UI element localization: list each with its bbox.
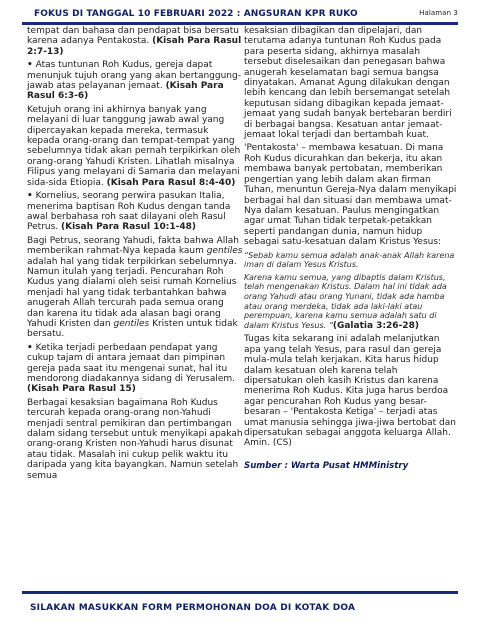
footer-notice: SILAKAN MASUKKAN FORM PERMOHONAN DOA DI KOTAK DOA xyxy=(30,603,356,613)
bullet-paragraph: • Ketika terjadi perbedaan pendapat yang cukup tajam di antara jemaat dan pimpinan gereja pada saat itu mengenai sunat, hal itu mendorong diadakannya sidang di Yerusalem. (Kisah Para Rasul 15) xyxy=(27,342,236,395)
source-credit: Sumber : Warta Pusat HMMinistry xyxy=(244,460,409,471)
scripture-reference: (Kisah Para Rasul 6:3-6) xyxy=(27,81,224,102)
bullet-icon: • xyxy=(27,60,33,71)
right-column xyxy=(244,26,458,471)
paragraph: kesaksian dibagikan dan dipelajari, dan terutama adanya tuntunan Roh Kudus pada para peserta sidang, akhirnya masalah tersebut diselesaikan dan penegasan bahwa anugerah keselamatan bagi semua bangsa dinyatakan. Amanat Agung dilakukan dengan lebih kencang dan lebih bersemangat setelah keputusan sidang dibagikan kepada jemaat-jemaat yang sudah banyak bertebaran berdiri di berbagai bangsa. Kesatuan antar jemaat-jemaat lokal terjadi dan bertambah kuat. xyxy=(244,26,452,141)
header-rule xyxy=(22,22,458,25)
page-number: Halaman 3 xyxy=(419,9,458,17)
bullet-paragraph: • Kornelius, seorang perwira pasukan Italia, menerima baptisan Roh Kudus dengan tanda awal berbahasa roh saat dilayani oleh Rasul Petrus. (Kisah Para Rasul 10:1-48) xyxy=(27,191,231,233)
scripture-reference: (Kisah Para Rasul 8:4-40) xyxy=(106,177,236,188)
scripture-reference: (Galatia 3:26-28) xyxy=(332,320,419,331)
left-column xyxy=(27,26,243,484)
paragraph: 'Pentakosta' – membawa kesatuan. Di mana Roh Kudus dicurahkan dan bekerja, itu akan membawa banyak pertobatan, memberikan pengertian yang lebih dalam akan firman Tuhan, menuntun Gereja-Nya dalam menyikapi berbagai hal dan situasi dan membawa umat-Nya dalam kesatuan. Paulus mengingatkan agar umat Tuhan tidak terpetak-petakkan seperti pandangan dunia, namun hidup sebagai satu-kesatuan dalam Kristus Yesus: xyxy=(244,143,457,248)
bullet-icon: • xyxy=(27,342,33,353)
page-header xyxy=(22,8,458,23)
paragraph: tempat dan bahasa dan pendapat bisa bersatu karena adanya Pentakosta. (Kisah Para Rasul 2:7-13) xyxy=(27,26,242,57)
paragraph: Tugas kita sekarang ini adalah melanjutkan apa yang telah Yesus, para rasul dan gereja mula-mula telah kerjakan. Kita harus hidup dalam kesatuan oleh karena telah dipersatukan oleh kasih Kristus dan karena menerima Roh Kudus. Kita juga harus berdoa agar pencurahan Roh Kudus yang besar-besaran – 'Pentakosta Ketiga' – terjadi atas umat manusia sehingga jiwa-jiwa bertobat dan dipersatukan sebagai anggota keluarga Allah. Amin. (CS) xyxy=(244,334,456,449)
scripture-reference: (Kisah Para Rasul 10:1-48) xyxy=(61,222,196,233)
header-title: FOKUS DI TANGGAL 10 FEBRUARI 2022 : ANGSURAN KPR RUKO xyxy=(34,9,358,19)
scripture-quote: “Sebab kamu semua adalah anak-anak Allah karena iman di dalam Yesus Kristus. xyxy=(244,250,455,270)
bullet-paragraph: • Atas tuntunan Roh Kudus, gereja dapat menunjuk tujuh orang yang akan bertanggung-jawab atas pelayanan jemaat. (Kisah Para Rasul 6:3-6) xyxy=(27,60,241,102)
scripture-quote: Karena kamu semua, yang dibaptis dalam Kristus, telah mengenakan Kristus. Dalam hal ini tidak ada orang Yahudi atau orang Yunani, tidak ada hamba atau orang merdeka, tidak ada laki-laki atau perempuan, karena kamu semua adalah satu di dalam Kristus Yesus. ”(Galatia 3:26-28) xyxy=(244,272,447,331)
emphasis: gentiles xyxy=(206,246,243,257)
paragraph: Berbagai kesaksian bagaimana Roh Kudus tercurah kepada orang-orang non-Yahudi menjadi sentral pemikiran dan pertimbangan dalam sidang tersebut untuk menyikapi apakah orang-orang Kristen non-Yahudi harus disunat atau tidak. Masalah ini cukup pelik waktu itu daripada yang kita bayangkan. Namun setelah semua xyxy=(27,397,243,481)
bullet-icon: • xyxy=(27,191,33,202)
emphasis: gentiles xyxy=(113,318,150,329)
footer-rule xyxy=(22,591,458,594)
scripture-reference: (Kisah Para Rasul 15) xyxy=(27,384,136,395)
paragraph: Ketujuh orang ini akhirnya banyak yang melayani di luar tanggung jawab awal yang dipercayakan kepada mereka, termasuk kepada orang-orang dan tempat-tempat yang sebelumnya tidak akan pernah terpikirkan oleh orang-orang Yahudi Kristen. Lihatlah misalnya Filipus yang melayani di Samaria dan melayani sida-sida Etiopia. (Kisah Para Rasul 8:4-40) xyxy=(27,104,241,188)
scripture-reference: (Kisah Para Rasul 2:7-13) xyxy=(27,36,242,57)
paragraph: Bagi Petrus, seorang Yahudi, fakta bahwa Allah memberikan rahmat-Nya kepada kaum gentiles adalah hal yang tidak terpikirkan sebelumnya. Namun itulah yang terjadi. Pencurahan Roh Kudus yang dialami oleh seisi rumah Kornelius menjadi hal yang tidak terbantahkan bahwa anugerah Allah tercurah pada semua orang dan karena itu tidak ada alasan bagi orang Yahudi Kristen dan gentiles Kristen untuk tidak bersatu. xyxy=(27,235,243,340)
